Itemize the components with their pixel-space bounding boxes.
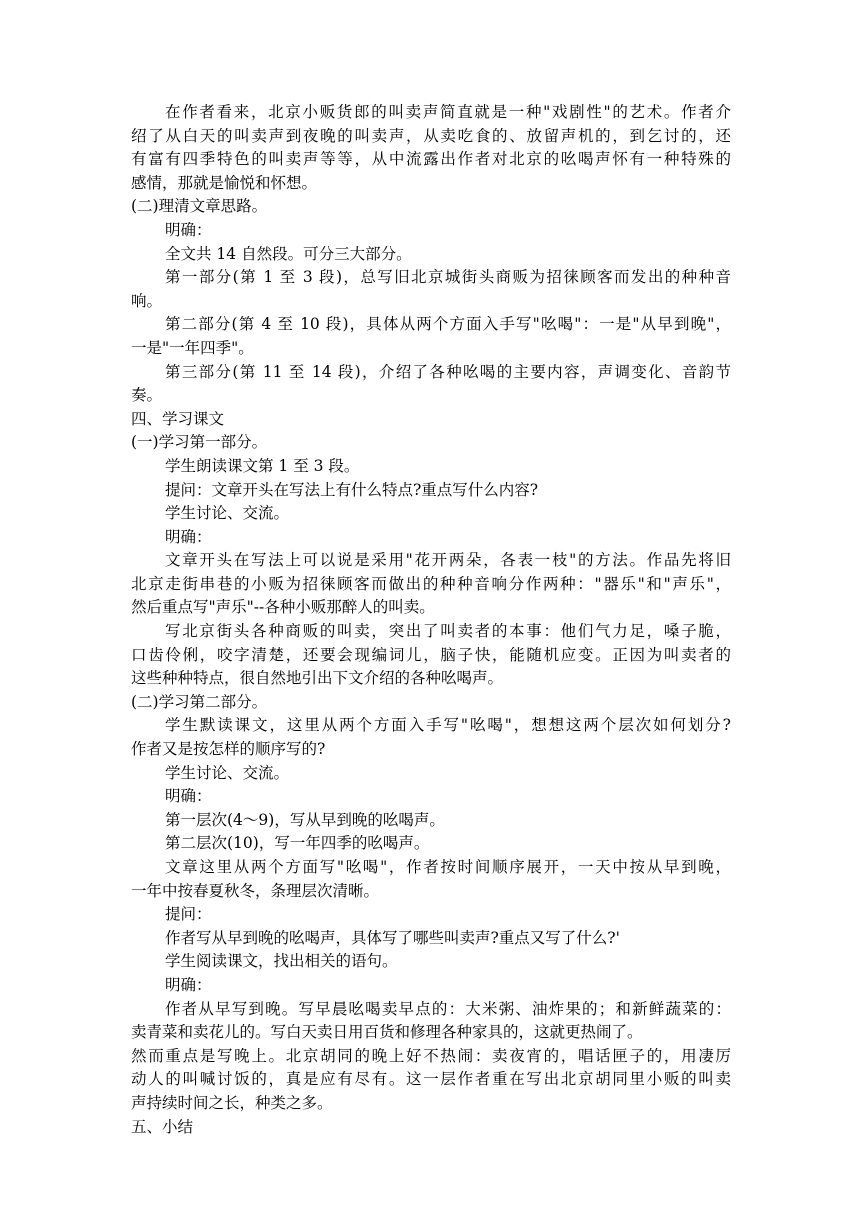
text-line: (二)学习第二部分。 [131,692,268,711]
text-line: 然后重点写"声乐"--各种小贩那醉人的叫卖。 [131,598,435,617]
text-line: 响。 [131,291,163,310]
text-line: 一是"一年四季"。 [131,338,254,357]
text-line: (一)学习第一部分。 [131,433,268,452]
text-line: 有富有四季特色的叫卖声等等，从中流露出作者对北京的吆喝声怀有一种特殊的 [131,150,731,169]
text-line: 第一层次(4～9)，写从早到晚的吆喝声。 [165,810,445,829]
text-line: 声持续时间之长，种类之多。 [131,1093,333,1112]
text-line: 第二层次(10)，写一年四季的吆喝声。 [165,834,430,853]
text-line: 感情，那就是愉悦和怀想。 [131,173,318,192]
text-line: 第一部分(第 1 至 3 段)，总写旧北京城街头商贩为招徕顾客而发出的种种音 [165,268,731,287]
text-line: 写北京街头各种商贩的叫卖，突出了叫卖者的本事：他们气力足，嗓子脆， [165,622,731,641]
text-line: 学生朗读课文第 1 至 3 段。 [165,456,360,475]
text-line: 四、学习课文 [131,409,225,428]
text-line: 口齿伶俐，咬字清楚，还要会现编词儿，脑子快，能随机应变。正因为叫卖者的 [131,645,731,664]
text-line: 提问： [165,905,212,924]
text-line: 在作者看来，北京小贩货郎的叫卖声简直就是一种"戏剧性"的艺术。作者介 [165,103,731,121]
text-line: 明确： [165,787,212,806]
text-line: 作者又是按怎样的顺序写的? [131,740,326,759]
text-line: 作者从早写到晚。写早晨吆喝卖早点的：大米粥、油炸果的；和新鲜蔬菜的： [165,999,731,1018]
text-line: 这些种种特点，很自然地引出下文介绍的各种吆喝声。 [131,669,504,688]
text-line: 文章开头在写法上可以说是采用"花开两朵，各表一枝"的方法。作品先将旧 [165,551,731,570]
text-line: 明确： [165,220,212,239]
text-line: 学生讨论、交流。 [165,763,290,782]
text-line: 明确： [165,527,212,546]
text-line: 学生讨论、交流。 [165,504,290,523]
text-line: 学生默读课文，这里从两个方面入手写"吆喝"，想想这两个层次如何划分? [165,716,731,735]
text-line: 作者写从早到晚的吆喝声，具体写了哪些叫卖声?重点又写了什么?' [165,928,620,947]
text-line: 绍了从白天的叫卖声到夜晚的叫卖声，从卖吃食的、放留声机的，到乞讨的，还 [131,126,731,145]
text-line: 然而重点是写晚上。北京胡同的晚上好不热闹：卖夜宵的，唱话匣子的，用凄厉 [131,1046,731,1065]
text-line: 奏。 [131,386,163,405]
text-line: 文章这里从两个方面写"吆喝"，作者按时间顺序展开，一天中按从早到晚， [165,858,731,876]
text-line: (二)理清文章思路。 [131,197,268,216]
text-line: 北京走街串巷的小贩为招徕顾客而做出的种种音响分作两种："器乐"和"声乐"， [131,574,731,593]
text-line: 第二部分(第 4 至 10 段)，具体从两个方面入手写"吆喝"：一是"从早到晚"， [165,315,731,334]
text-line: 明确： [165,975,212,994]
text-line: 动人的叫喊讨饭的，真是应有尽有。这一层作者重在写出北京胡同里小贩的叫卖 [131,1070,731,1089]
text-line: 学生阅读课文，找出相关的语句。 [165,952,398,971]
text-line: 第三部分(第 11 至 14 段)，介绍了各种吆喝的主要内容，声调变化、音韵节 [165,362,731,381]
text-line: 全文共 14 自然段。可分三大部分。 [165,244,412,263]
text-line: 五、小结 [131,1117,194,1136]
text-line: 一年中按春夏秋冬，条理层次清晰。 [131,881,380,900]
text-line: 卖青菜和卖花儿的。写白天卖日用百货和修理各种家具的，这就更热闹了。 [131,1023,643,1042]
document-body [131,101,731,1139]
text-line: 提问：文章开头在写法上有什么特点?重点写什么内容? [165,480,539,499]
